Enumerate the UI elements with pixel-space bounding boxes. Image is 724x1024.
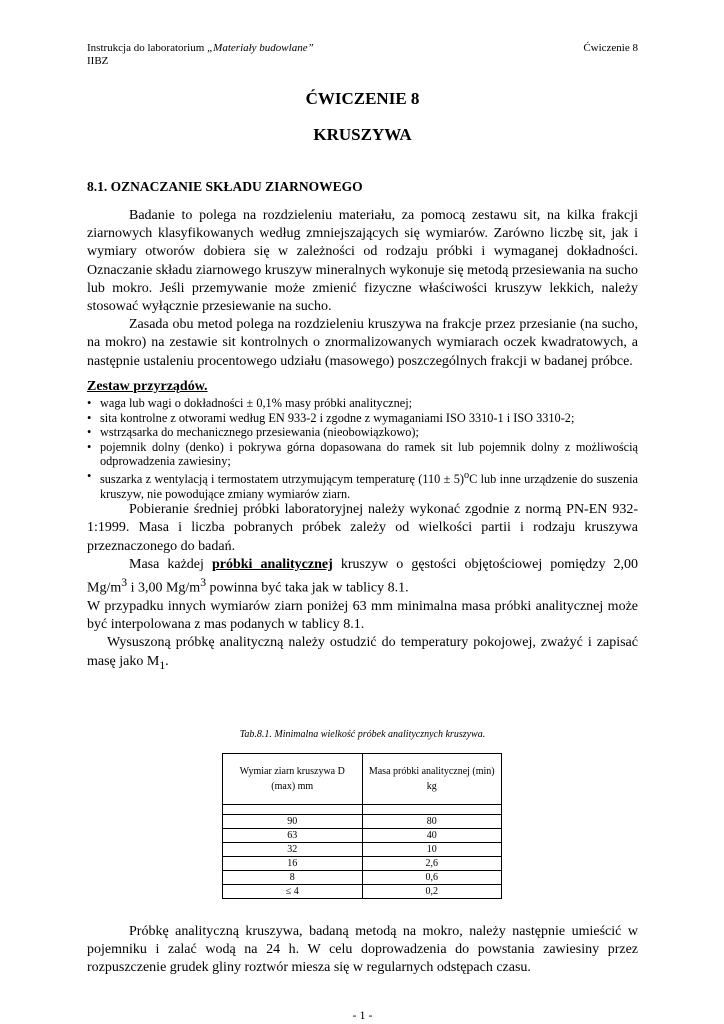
table-cell: 40 [362, 829, 502, 843]
table-cell: 16 [223, 857, 363, 871]
text: Masa każdej [129, 556, 204, 572]
list-item-text: C lub inne urządzenie do suszenia kruszyw, nie powodujące zmiany wymiarów ziarn. [100, 472, 638, 501]
table-cell: 0,2 [362, 885, 502, 899]
table-cell: ≤ 4 [223, 885, 363, 899]
header-course-name: „Materiały budowlane” [207, 42, 314, 54]
table-spacer [223, 805, 363, 815]
table-row [223, 857, 502, 871]
paragraph: Badanie to polega na rozdzieleniu materiału, za pomocą zestawu sit, na kilka frakcji ziarnowych klasyfikowanych według zmniejszających się wymiarów. Zarówno liczbę sit, jak i wymiary otworów dobiera się w zależności od rodzaju próbki i wymaganej dokładności. Oznaczanie składu ziarnowego kruszyw mineralnych wykonuje się metodą przesiewania na sucho lub mokro. Jeśli przemywanie może zmienić fizyczne właściwości kruszyw lekkich, należy stosować wyłącznie przesiewanie na sucho. [87, 208, 638, 315]
body-text-after-table [87, 923, 638, 978]
list-item: • waga lub wagi o dokładności ± 0,1% masy próbki analitycznej; [87, 396, 638, 411]
table-spacer [362, 805, 502, 815]
emphasis: próbki analitycznej [211, 556, 333, 572]
exercise-title: ĆWICZENIE 8 [305, 89, 420, 108]
body-text [87, 207, 638, 675]
paragraph: Zasada obu metod polega na rozdzieleniu kruszywa na frakcje przez przesianie (na sucho, na mokro) na zestawie sit kontrolnych o znormalizowanych wymiarach oczek kwadratowych, a następnie ustaleniu procentowego udziału (masowego) poszczególnych frakcji w badanej próbce. [87, 317, 638, 369]
table-row [223, 871, 502, 885]
list-item: • wstrząsarka do mechanicznego przesiewania (nieobowiązkowo); [87, 425, 638, 440]
superscript: 3 [200, 576, 207, 590]
table-cell: 90 [223, 815, 363, 829]
equipment-list [87, 396, 638, 501]
table-cell: 2,6 [362, 857, 502, 871]
table-cell: 10 [362, 843, 502, 857]
header-exercise: Ćwiczenie 8 [583, 42, 638, 54]
list-item-text: suszarka z wentylacją i termostatem utrzymującym temperaturę (110 ± 5) [100, 472, 464, 487]
table-row [223, 885, 502, 899]
list-item: • sita kontrolne z otworami według EN 933-2 i zgodne z wymaganiami ISO 3310-1 i ISO 3310-2; [87, 411, 638, 426]
table-cell: 80 [362, 815, 502, 829]
equipment-heading-dot: . [204, 378, 208, 394]
table-header-row [223, 754, 502, 805]
degree-sup: o [463, 470, 470, 481]
table-spacer-row [223, 805, 502, 815]
table-cell: 0,6 [362, 871, 502, 885]
table-header-cell: Masa próbki analitycznej (min) kg [362, 754, 502, 805]
table-cell: 63 [223, 829, 363, 843]
header-left [87, 42, 638, 68]
header-unit: IIBZ [87, 55, 109, 67]
paragraph: W przypadku innych wymiarów ziarn poniżej 63 mm minimalna masa próbki analitycznej może być interpolowana z mas podanych w tablicy 8.1. [87, 598, 638, 633]
header-course: Instrukcja do laboratorium [87, 42, 205, 54]
sample-table [222, 753, 502, 899]
table-cell: 8 [223, 871, 363, 885]
page-header [87, 42, 638, 70]
equipment-heading-text: Zestaw przyrządów [87, 378, 205, 394]
paragraph: Pobieranie średniej próbki laboratoryjnej należy wykonać zgodnie z normą PN-EN 932-1:1999. Masa i liczba pobranych próbek zależy od wielkości partii i rodzaju kruszywa przeznaczonego do badań. [87, 502, 638, 554]
paragraph [87, 556, 638, 598]
superscript: 3 [121, 576, 128, 590]
table-caption: Tab.8.1. Minimalna wielkość próbek analitycznych kruszywa. [239, 729, 486, 740]
table-header-cell: Wymiar ziarn kruszywa D (max) mm [223, 754, 363, 805]
text: powinna być taka jak w tablicy 8.1. [209, 580, 409, 596]
table-row [223, 815, 502, 829]
text: Wysuszoną próbkę analityczną należy ostudzić do temperatury pokojowej, zważyć i zapisać masę jako M [87, 635, 638, 669]
paragraph [87, 634, 638, 674]
section-heading: 8.1. OZNACZANIE SKŁADU ZIARNOWEGO [87, 179, 363, 194]
page-number: - 1 - [352, 1008, 373, 1022]
text: i 3,00 Mg/m [130, 580, 201, 596]
table-cell: 32 [223, 843, 363, 857]
paragraph: Próbkę analityczną kruszywa, badaną metodą na mokro, należy następnie umieścić w pojemniku i zalać wodą na 24 h. W celu doprowadzenia do powstania zawiesiny przez rozpuszczenie grudek gliny roztwór miesza się w regularnych odstępach czasu. [87, 924, 638, 976]
text: kruszyw o gęstości objętościowej pomiędzy 2,00 Mg/m [87, 556, 639, 596]
table-row [223, 843, 502, 857]
subscript: 1 [159, 658, 166, 672]
table-row [223, 829, 502, 843]
text: . [165, 653, 169, 669]
equipment-heading [87, 378, 638, 396]
list-item [87, 469, 638, 501]
list-item: • pojemnik dolny (denko) i pokrywa górna dopasowana do ramek sit lub pojemnik dolny z możliwością odprowadzenia zawiesiny; [87, 440, 638, 469]
exercise-subtitle: KRUSZYWA [313, 125, 412, 144]
